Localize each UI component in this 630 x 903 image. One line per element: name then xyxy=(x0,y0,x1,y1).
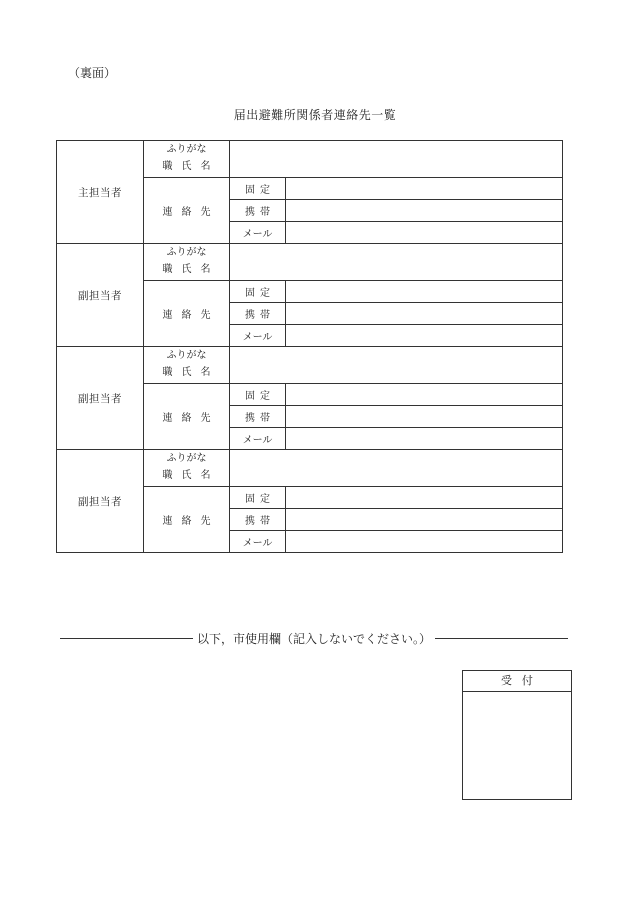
furigana-label: ふりがな xyxy=(144,450,230,468)
mail-label: メール xyxy=(230,531,286,553)
fixed-phone-input-cell[interactable] xyxy=(286,487,563,509)
name-label-text: 職氏名 xyxy=(162,470,220,481)
name-input-cell[interactable] xyxy=(230,141,563,178)
furigana-label: ふりがな xyxy=(144,141,230,159)
mobile-label xyxy=(230,200,286,222)
contact-label xyxy=(144,384,230,450)
fixed-label-text: 固定 xyxy=(245,494,275,505)
name-label xyxy=(144,261,230,281)
mail-input-cell[interactable] xyxy=(286,222,563,244)
page-label: （裏面） xyxy=(68,66,117,80)
mobile-phone-input-cell[interactable] xyxy=(286,509,563,531)
name-label-text: 職氏名 xyxy=(162,264,220,275)
fixed-label xyxy=(230,384,286,406)
mail-input-cell[interactable] xyxy=(286,531,563,553)
mobile-label-text: 携帯 xyxy=(245,310,275,321)
contact-label xyxy=(144,281,230,347)
mobile-phone-input-cell[interactable] xyxy=(286,200,563,222)
fixed-label-text: 固定 xyxy=(245,391,275,402)
name-label xyxy=(144,158,230,178)
contact-label xyxy=(144,178,230,244)
name-label xyxy=(144,467,230,487)
receipt-stamp-area[interactable] xyxy=(463,692,571,800)
fixed-phone-input-cell[interactable] xyxy=(286,384,563,406)
office-use-divider xyxy=(60,630,568,647)
contact-label xyxy=(144,487,230,553)
fixed-label-text: 固定 xyxy=(245,288,275,299)
divider-line-left xyxy=(60,638,193,639)
mobile-label xyxy=(230,303,286,325)
mobile-label-text: 携帯 xyxy=(245,413,275,424)
role-label: 副担当者 xyxy=(57,347,144,450)
contact-label-text: 連絡先 xyxy=(162,413,220,424)
mail-input-cell[interactable] xyxy=(286,428,563,450)
fixed-label xyxy=(230,487,286,509)
furigana-label: ふりがな xyxy=(144,347,230,365)
page-title: 届出避難所関係者連絡先一覧 xyxy=(233,108,397,122)
contact-label-text: 連絡先 xyxy=(162,310,220,321)
name-label xyxy=(144,364,230,384)
fixed-phone-input-cell[interactable] xyxy=(286,178,563,200)
name-input-cell[interactable] xyxy=(230,450,563,487)
fixed-label-text: 固定 xyxy=(245,185,275,196)
name-input-cell[interactable] xyxy=(230,244,563,281)
name-input-cell[interactable] xyxy=(230,347,563,384)
mobile-phone-input-cell[interactable] xyxy=(286,303,563,325)
mail-input-cell[interactable] xyxy=(286,325,563,347)
contact-group-row xyxy=(57,450,563,468)
role-label: 主担当者 xyxy=(57,141,144,244)
mail-label: メール xyxy=(230,428,286,450)
mobile-label xyxy=(230,406,286,428)
contact-label-text: 連絡先 xyxy=(162,516,220,527)
mail-label: メール xyxy=(230,325,286,347)
mobile-label-text: 携帯 xyxy=(245,516,275,527)
divider-line-right xyxy=(435,638,568,639)
mail-label: メール xyxy=(230,222,286,244)
role-label: 副担当者 xyxy=(57,244,144,347)
contact-group-row xyxy=(57,347,563,365)
mobile-label-text: 携帯 xyxy=(245,207,275,218)
fixed-label xyxy=(230,178,286,200)
receipt-box xyxy=(462,670,572,800)
name-label-text: 職氏名 xyxy=(162,161,220,172)
role-label: 副担当者 xyxy=(57,450,144,553)
fixed-phone-input-cell[interactable] xyxy=(286,281,563,303)
contact-group-row xyxy=(57,141,563,159)
contact-list-table xyxy=(56,140,563,553)
name-label-text: 職氏名 xyxy=(162,367,220,378)
fixed-label xyxy=(230,281,286,303)
office-use-note: 以下，市使用欄（記入しないでください。） xyxy=(197,632,432,646)
furigana-label: ふりがな xyxy=(144,244,230,262)
receipt-label: 受付 xyxy=(463,671,571,692)
mobile-phone-input-cell[interactable] xyxy=(286,406,563,428)
contact-label-text: 連絡先 xyxy=(162,207,220,218)
mobile-label xyxy=(230,509,286,531)
contact-group-row xyxy=(57,244,563,262)
